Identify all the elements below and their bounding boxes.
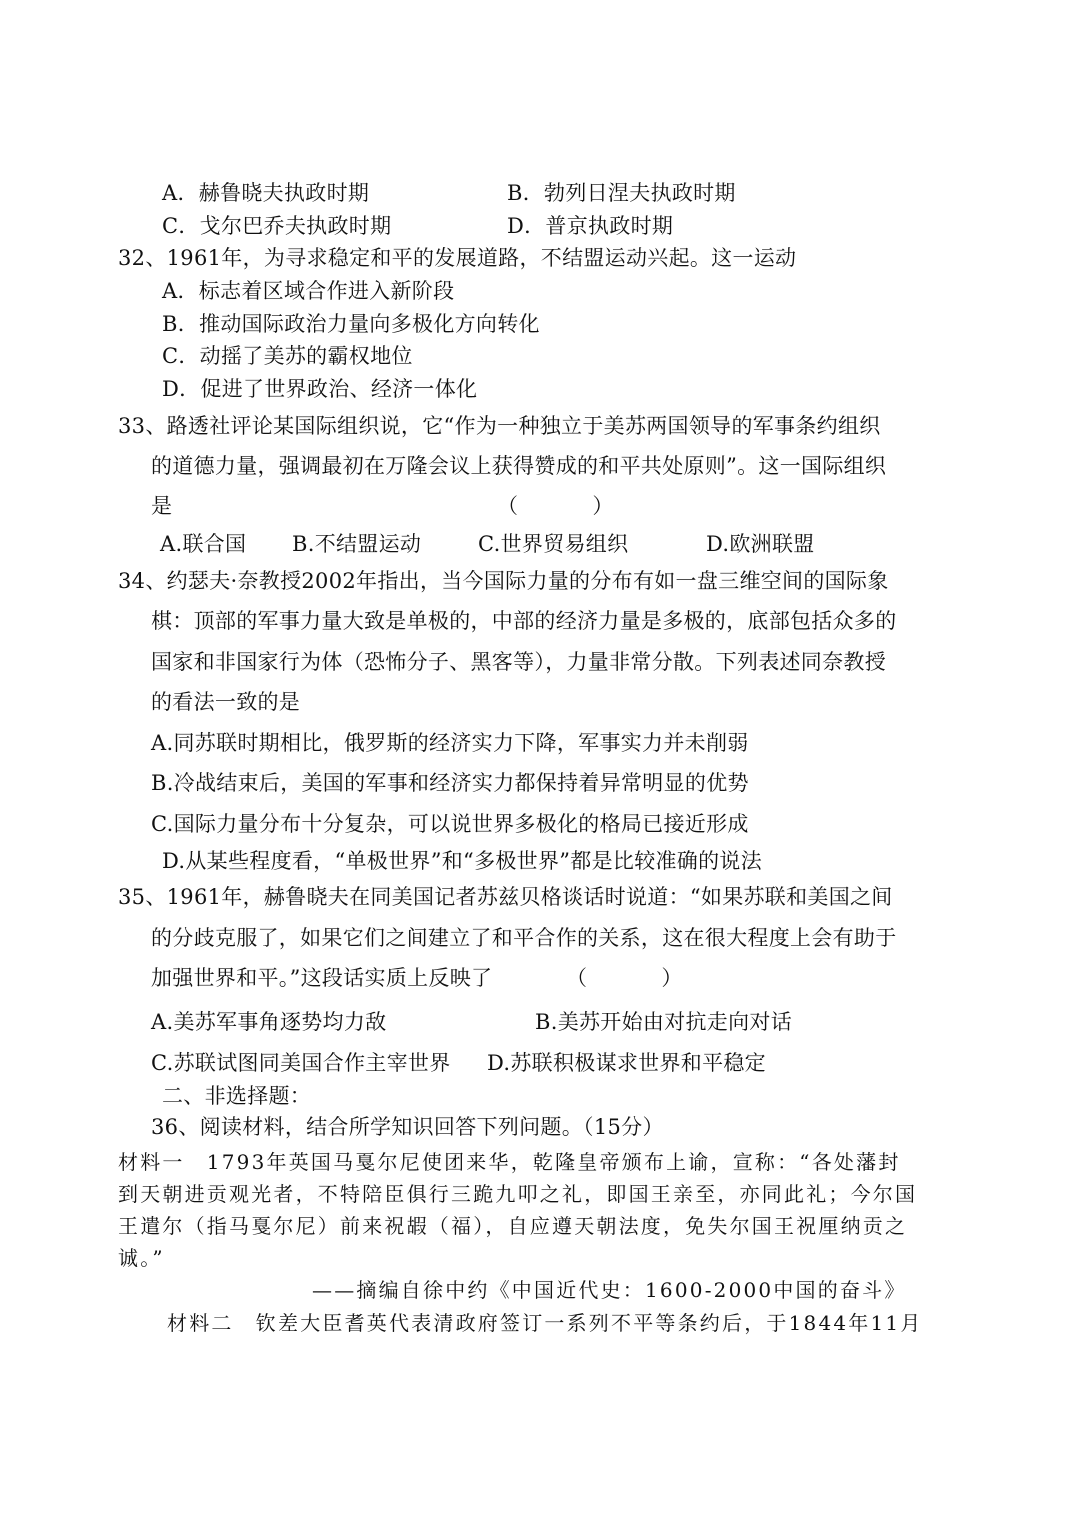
q34-stem-line3: 国家和非国家行为体（恐怖分子、黑客等），力量非常分散。下列表述同奈教授: [151, 650, 886, 674]
q36-material1-line4: 诚。”: [118, 1246, 165, 1270]
open-paren: （: [497, 494, 519, 518]
q33-option-a: A.联合国: [160, 532, 247, 556]
q33-answer-parens: [497, 492, 614, 520]
q34-option-a: A.同苏联时期相比，俄罗斯的经济实力下降，军事实力并未削弱: [151, 731, 749, 755]
q35-stem-line3: 加强世界和平。”这段话实质上反映了: [151, 966, 493, 990]
q33-option-c: C.世界贸易组织: [478, 532, 629, 556]
q34-option-d: D.从某些程度看，“单极世界”和“多极世界”都是比较准确的说法: [162, 849, 763, 873]
q33-stem-line3: 是: [151, 494, 173, 518]
q32-option-b: B．推动国际政治力量向多极化方向转化: [162, 312, 540, 336]
q31-option-d: D．普京执政时期: [507, 214, 674, 238]
q32-option-c: C．动摇了美苏的霸权地位: [162, 344, 413, 368]
q35-option-d: D.苏联积极谋求世界和平稳定: [487, 1051, 766, 1075]
q36-material1-line1: 材料一 1793年英国马戛尔尼使团来华，乾隆皇帝颁布上谕，宣称：“各处藩封: [118, 1150, 901, 1174]
close-paren: ）: [661, 966, 683, 990]
q32-stem: 32、1961年，为寻求稳定和平的发展道路，不结盟运动兴起。这一运动: [118, 246, 797, 270]
q31-option-c: C．戈尔巴乔夫执政时期: [162, 214, 392, 238]
q34-option-b: B.冷战结束后，美国的军事和经济实力都保持着异常明显的优势: [151, 771, 749, 795]
q32-option-d: D．促进了世界政治、经济一体化: [162, 377, 478, 401]
q35-option-b: B.美苏开始由对抗走向对话: [535, 1010, 793, 1034]
q31-option-b: B．勃列日涅夫执政时期: [507, 181, 736, 205]
q33-option-b: B.不结盟运动: [292, 532, 422, 556]
q33-option-d: D.欧洲联盟: [706, 532, 815, 556]
close-paren: ）: [592, 494, 614, 518]
q36-stem: 36、阅读材料，结合所学知识回答下列问题。（15分）: [151, 1115, 664, 1139]
q31-option-a: A．赫鲁晓夫执政时期: [162, 181, 370, 205]
q32-option-a: A．标志着区域合作进入新阶段: [162, 279, 455, 303]
q35-option-c: C.苏联试图同美国合作主宰世界: [151, 1051, 451, 1075]
q34-stem-line2: 棋：顶部的军事力量大致是单极的，中部的经济力量是多极的，底部包括众多的: [151, 609, 897, 633]
q35-stem-line2: 的分歧克服了，如果它们之间建立了和平合作的关系，这在很大程度上会有助于: [151, 926, 897, 950]
open-paren: （: [566, 966, 588, 990]
q36-material1-line2: 到天朝进贡观光者，不特陪臣俱行三跪九叩之礼，即国王亲至，亦同此礼；今尔国: [118, 1182, 918, 1206]
q35-option-a: A.美苏军事角逐势均力敌: [151, 1010, 387, 1034]
section-heading: 二、非选择题：: [162, 1084, 312, 1108]
q34-stem-line4: 的看法一致的是: [151, 690, 301, 714]
q35-stem-line1: 35、1961年，赫鲁晓夫在同美国记者苏兹贝格谈话时说道：“如果苏联和美国之间: [118, 885, 893, 909]
q33-stem-line1: 33、路透社评论某国际组织说，它“作为一种独立于美苏两国领导的军事条约组织: [118, 414, 881, 438]
q34-option-c: C.国际力量分布十分复杂，可以说世界多极化的格局已接近形成: [151, 812, 749, 836]
q34-stem-line1: 34、约瑟夫·奈教授2002年指出，当今国际力量的分布有如一盘三维空间的国际象: [118, 569, 889, 593]
q36-material1-source: ——摘编自徐中约《中国近代史：1600-2000中国的奋斗》: [312, 1278, 907, 1302]
q35-answer-parens: [566, 964, 683, 992]
q33-stem-line2: 的道德力量，强调最初在万隆会议上获得赞成的和平共处原则”。这一国际组织: [151, 454, 887, 478]
q36-material2-line1: 材料二 钦差大臣耆英代表清政府签订一系列不平等条约后，于1844年11月: [167, 1311, 923, 1335]
q36-material1-line3: 王遣尔（指马戛尔尼）前来祝嘏（福），自应遵天朝法度，免失尔国王祝厘纳贡之: [118, 1214, 908, 1238]
